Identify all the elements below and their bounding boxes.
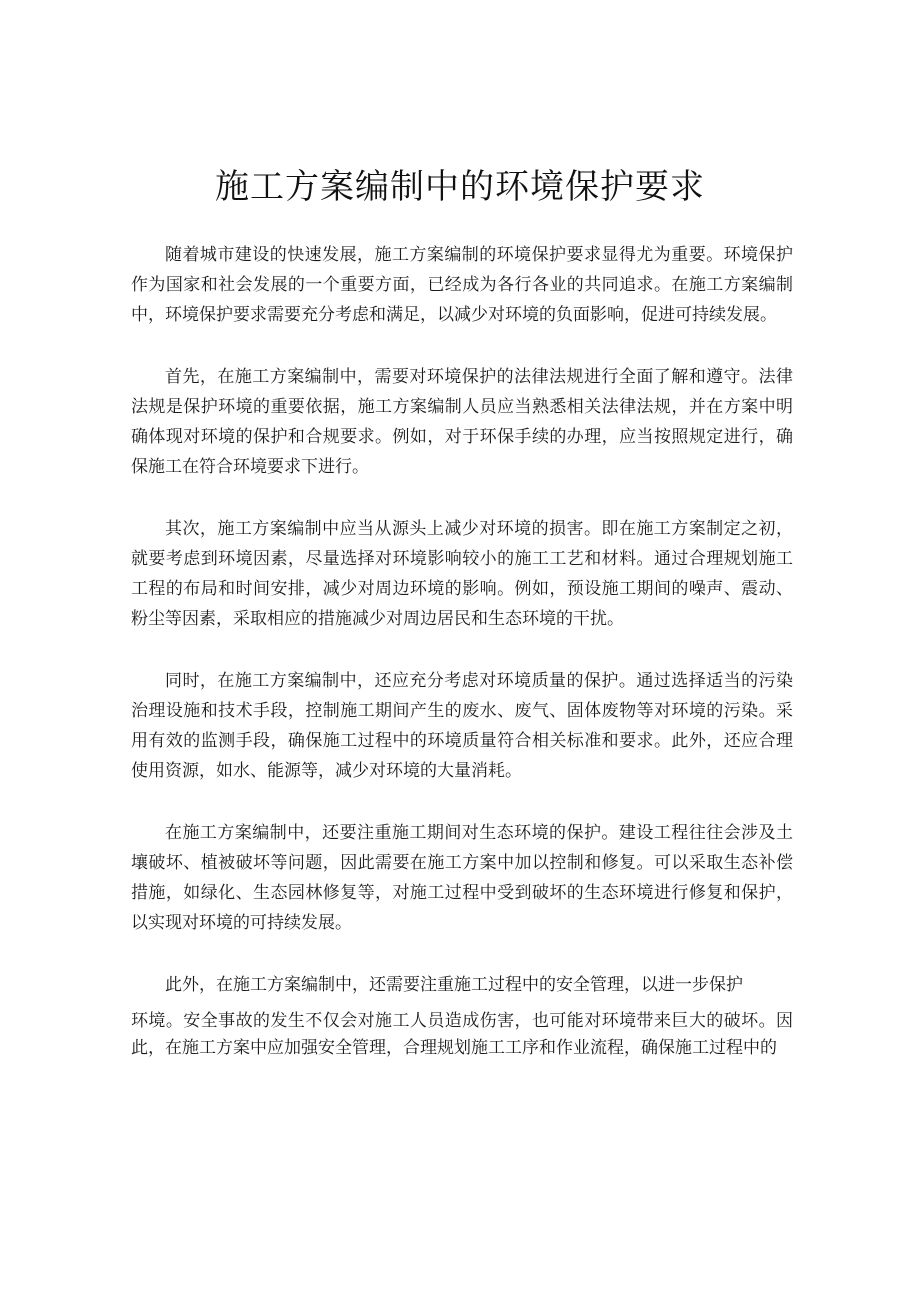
paragraph-ecology: 在施工方案编制中，还要注重施工期间对生态环境的保护。建设工程往往会涉及土壤破坏、植被破坏等问题，因此需要在施工方案中加以控制和修复。可以采取生态补偿措施，如绿化、生态园林修复等，对施工过程中受到破坏的生态环境进行修复和保护，以实现对环境的可持续发展。 (131, 823, 793, 933)
paragraph-environment-quality: 同时，在施工方案编制中，还应充分考虑对环境质量的保护。通过选择适当的污染治理设施和技术手段，控制施工期间产生的废水、废气、固体废物等对环境的污染。采用有效的监测手段，确保施工过程中的环境质量符合相关标准和要求。此外，还应合理使用资源，如水、能源等，减少对环境的大量消耗。 (131, 671, 793, 781)
paragraph-safety-rest: 环境。安全事故的发生不仅会对施工人员造成伤害，也可能对环境带来巨大的破坏。因此，在施工方案中应加强安全管理，合理规划施工工序和作业流程，确保施工过程中的 (131, 1011, 793, 1058)
paragraph-safety (131, 970, 793, 1062)
paragraph-laws: 首先，在施工方案编制中，需要对环境保护的法律法规进行全面了解和遵守。法律法规是保护环境的重要依据，施工方案编制人员应当熟悉相关法律法规，并在方案中明确体现对环境的保护和合规要求。例如，对于环保手续的办理，应当按照规定进行，确保施工在符合环境要求下进行。 (131, 367, 793, 477)
document-body (131, 240, 793, 1062)
paragraph-source-reduction: 其次，施工方案编制中应当从源头上减少对环境的损害。即在施工方案制定之初，就要考虑到环境因素，尽量选择对环境影响较小的施工工艺和材料。通过合理规划施工工程的布局和时间安排，减少对周边环境的影响。例如，预设施工期间的噪声、震动、粉尘等因素，采取相应的措施减少对周边居民和生态环境的干扰。 (131, 519, 793, 629)
paragraph-intro: 随着城市建设的快速发展，施工方案编制的环境保护要求显得尤为重要。环境保护作为国家和社会发展的一个重要方面，已经成为各行各业的共同追求。在施工方案编制中，环境保护要求需要充分考虑和满足，以减少对环境的负面影响，促进可持续发展。 (131, 245, 793, 325)
paragraph-safety-first-line: 此外，在施工方案编制中，还需要注重施工过程中的安全管理，以进一步保护 (165, 975, 743, 995)
document-title: 施工方案编制中的环境保护要求 (215, 167, 705, 207)
